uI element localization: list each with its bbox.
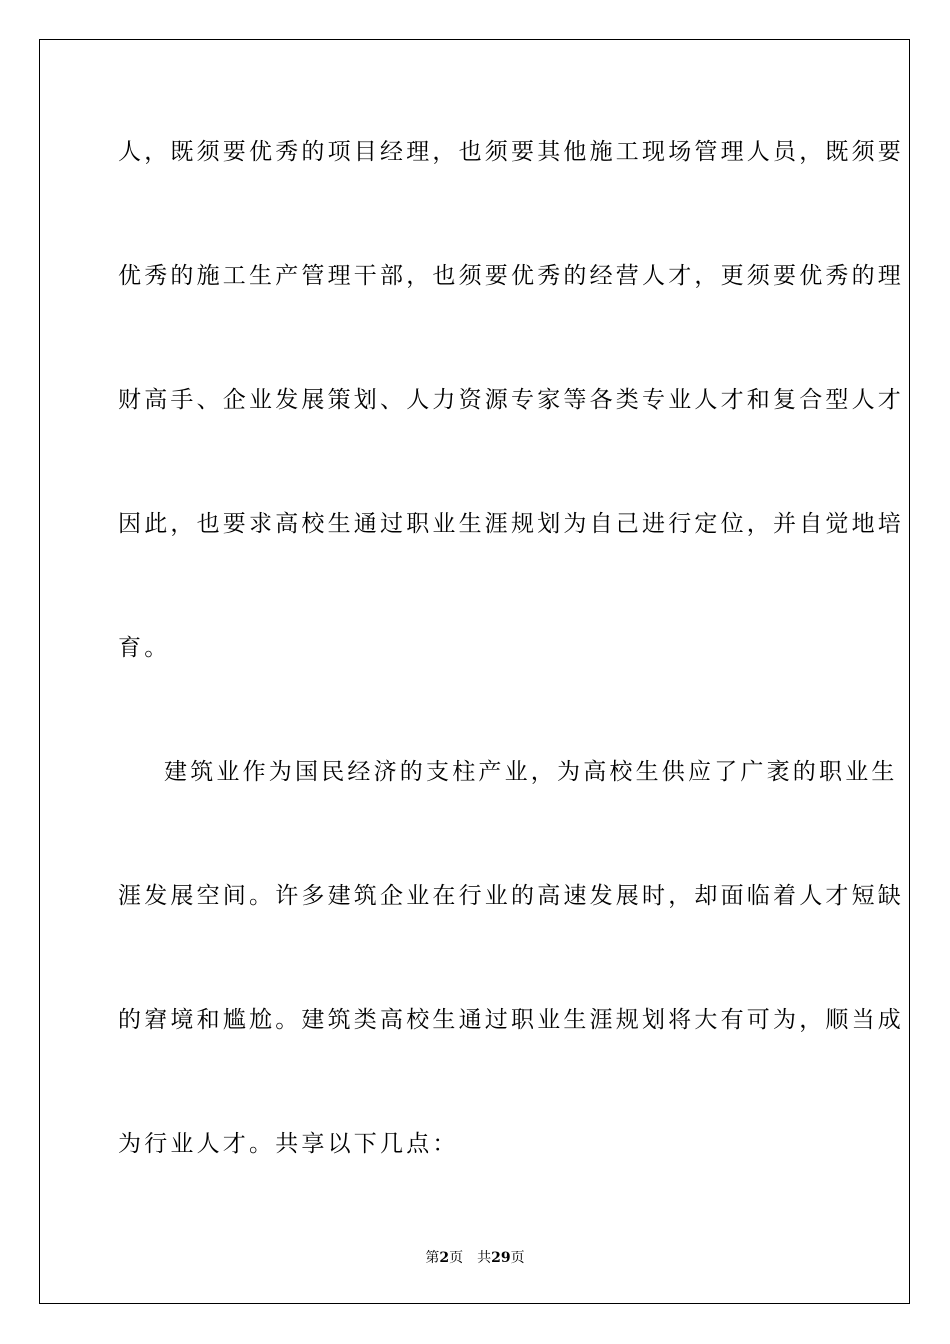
body-text-line: 财高手、企业发展策划、人力资源专家等各类专业人才和复合型人才 <box>118 387 904 413</box>
body-text-line: 育。 <box>118 635 171 661</box>
total-pages-suffix: 页 <box>510 1250 525 1266</box>
body-text-line: 优秀的施工生产管理干部，也须要优秀的经营人才，更须要优秀的理 <box>118 263 904 289</box>
body-text-line: 涯发展空间。许多建筑企业在行业的高速发展时，却面临着人才短缺 <box>118 883 904 909</box>
body-text-line: 因此，也要求高校生通过职业生涯规划为自己进行定位，并自觉地培 <box>118 511 904 537</box>
paragraph-first-line: 建筑业作为国民经济的支柱产业，为高校生供应了广袤的职业生 <box>164 759 898 785</box>
page-number-suffix: 页 <box>449 1250 464 1266</box>
body-text-line: 为行业人才。共享以下几点： <box>118 1131 459 1157</box>
current-page-number: 2 <box>439 1250 450 1266</box>
page-border <box>39 39 910 1304</box>
page-number-prefix: 第 <box>425 1250 440 1266</box>
page-footer <box>0 1249 950 1267</box>
total-pages-prefix: 共 <box>477 1250 492 1266</box>
body-text-line: 的窘境和尴尬。建筑类高校生通过职业生涯规划将大有可为，顺当成 <box>118 1007 904 1033</box>
total-page-count: 29 <box>491 1250 511 1266</box>
body-text-line: 人，既须要优秀的项目经理，也须要其他施工现场管理人员，既须要 <box>118 139 904 165</box>
